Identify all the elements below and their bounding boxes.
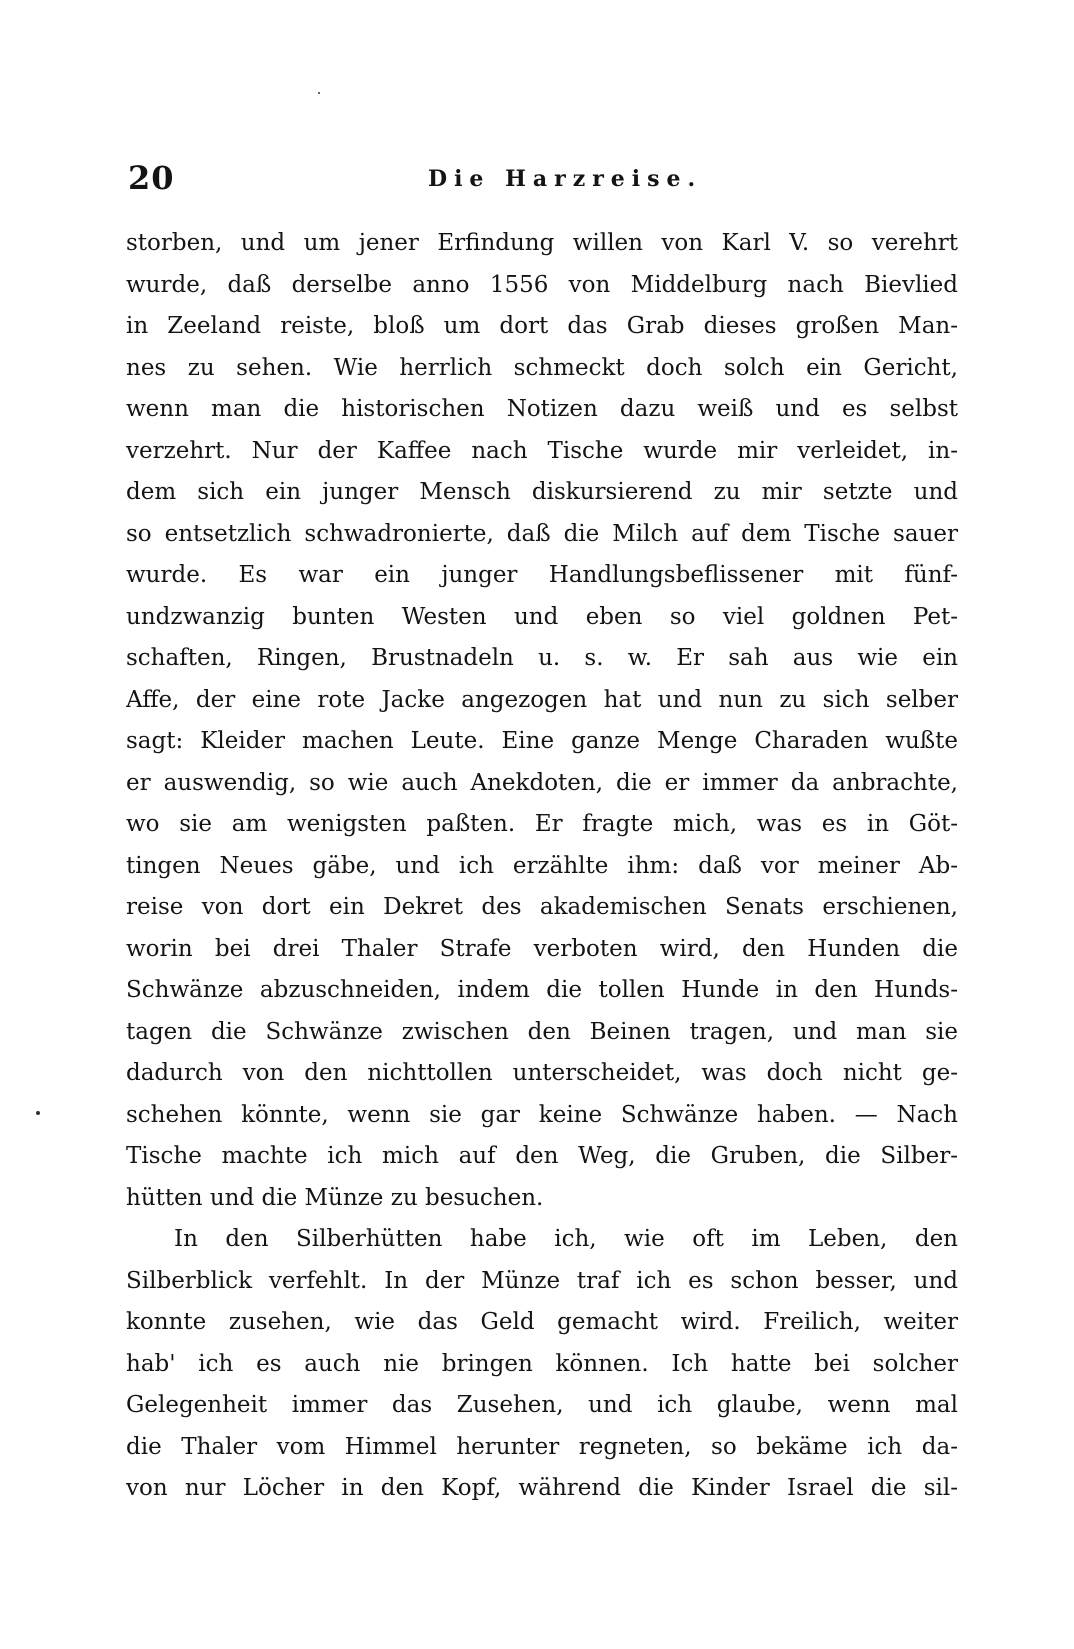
- paragraph-2: [126, 1219, 958, 1510]
- paragraph-1: [126, 223, 958, 1219]
- text-line: wenn man die historischen Notizen dazu weiß und es selbst: [126, 396, 958, 422]
- text-line: in Zeeland reiste, bloß um dort das Grab dieses großen Man-: [126, 313, 958, 339]
- text-line: dadurch von den nichttollen unterscheidet, was doch nicht ge-: [126, 1060, 958, 1086]
- text-line: worin bei drei Thaler Strafe verboten wird, den Hunden die: [126, 935, 958, 962]
- text-line: schehen könnte, wenn sie gar keine Schwänze haben. — Nach: [126, 1101, 958, 1128]
- running-title: Die Harzreise.: [428, 166, 703, 192]
- text-line: nes zu sehen. Wie herrlich schmeckt doch solch ein Gericht,: [126, 354, 958, 381]
- text-line: storben, und um jener Erfindung willen von Karl V. so verehrt: [126, 230, 958, 256]
- scan-speck: [36, 1111, 40, 1115]
- text-line: die Thaler vom Himmel herunter regneten, so bekäme ich da-: [126, 1433, 958, 1460]
- text-line: reise von dort ein Dekret des akademischen Senats erschienen,: [126, 894, 958, 920]
- text-line: hütten und die Münze zu besuchen.: [126, 1184, 544, 1211]
- text-line: er auswendig, so wie auch Anekdoten, die er immer da anbrachte,: [126, 769, 958, 796]
- text-line: tingen Neues gäbe, und ich erzählte ihm: daß vor meiner Ab-: [126, 852, 958, 879]
- text-line: tagen die Schwänze zwischen den Beinen tragen, und man sie: [126, 1018, 958, 1045]
- text-line: schaften, Ringen, Brustnadeln u. s. w. Er sah aus wie ein: [126, 645, 958, 671]
- running-head: [128, 158, 958, 200]
- text-line: konnte zusehen, wie das Geld gemacht wird. Freilich, weiter: [126, 1309, 958, 1335]
- scan-speck: [318, 92, 320, 94]
- text-line: Affe, der eine rote Jacke angezogen hat und nun zu sich selber: [126, 686, 958, 713]
- text-line: Silberblick verfehlt. In der Münze traf ich es schon besser, und: [126, 1267, 958, 1294]
- text-line: wurde, daß derselbe anno 1556 von Middelburg nach Bievlied: [126, 271, 958, 298]
- text-line: verzehrt. Nur der Kaffee nach Tische wurde mir verleidet, in-: [126, 437, 958, 464]
- text-line: von nur Löcher in den Kopf, während die Kinder Israel die sil-: [126, 1475, 958, 1501]
- text-line: wurde. Es war ein junger Handlungsbeflissener mit fünf-: [126, 562, 958, 588]
- text-line: sagt: Kleider machen Leute. Eine ganze Menge Charaden wußte: [126, 728, 958, 754]
- text-line: undzwanzig bunten Westen und eben so viel goldnen Pet-: [126, 603, 958, 630]
- text-line: Tische machte ich mich auf den Weg, die Gruben, die Silber-: [126, 1143, 958, 1169]
- text-line: so entsetzlich schwadronierte, daß die Milch auf dem Tische sauer: [126, 520, 958, 547]
- text-line: In den Silberhütten habe ich, wie oft im Leben, den: [174, 1226, 958, 1252]
- text-line: dem sich ein junger Mensch diskursierend zu mir setzte und: [126, 479, 958, 505]
- text-line: Schwänze abzuschneiden, indem die tollen Hunde in den Hunds-: [126, 977, 958, 1003]
- body-text: [126, 223, 958, 1510]
- text-line: wo sie am wenigsten paßten. Er fragte mich, was es in Göt-: [126, 811, 958, 837]
- text-line: hab' ich es auch nie bringen können. Ich hatte bei solcher: [126, 1350, 958, 1377]
- page-number: 20: [128, 159, 175, 197]
- text-line: Gelegenheit immer das Zusehen, und ich glaube, wenn mal: [126, 1392, 958, 1418]
